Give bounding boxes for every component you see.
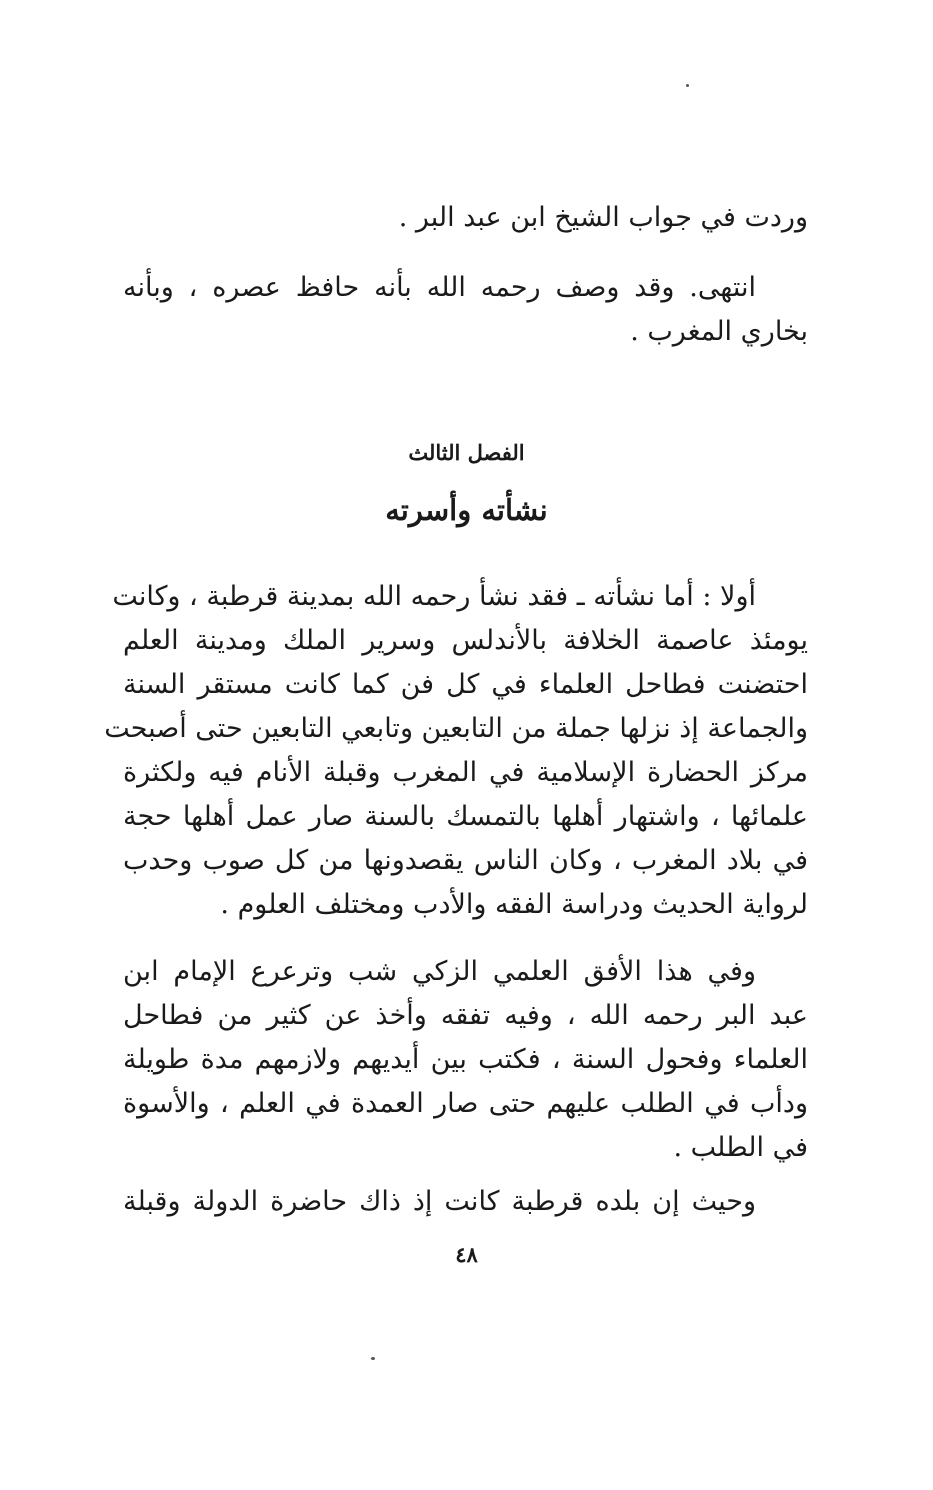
paragraph-2-line: في الطلب .	[673, 1132, 808, 1163]
paragraph-1-line: يومئذ عاصمة الخلافة بالأندلس وسرير الملك ومدينة العلم	[123, 625, 808, 656]
paragraph-1-line: علمائها ، واشتهار أهلها بالتمسك بالسنة صار عمل أهلها حجة	[123, 801, 808, 832]
paragraph-1-line: أولا : أما نشأته ـ فقد نشأ رحمه الله بمدينة قرطبة ، وكانت	[112, 581, 756, 612]
paragraph-2-line: عبد البر رحمه الله ، وفيه تفقه وأخذ عن كثير من فطاحل	[123, 1000, 808, 1031]
scan-speck	[371, 1357, 375, 1360]
intro-line-1: وردت في جواب الشيخ ابن عبد البر .	[398, 202, 808, 233]
scan-speck	[686, 84, 689, 87]
paragraph-2-line: ودأب في الطلب عليهم حتى صار العمدة في العلم ، والأسوة	[123, 1088, 808, 1119]
paragraph-1-line: احتضنت فطاحل العلماء في كل فن كما كانت مستقر السنة	[123, 669, 808, 700]
chapter-title: نشأته وأسرته	[385, 493, 548, 527]
paragraph-1-line: في بلاد المغرب ، وكان الناس يقصدونها من كل صوب وحدب	[123, 845, 808, 876]
intro-line-2: انتهى. وقد وصف رحمه الله بأنه حافظ عصره ، وبأنه	[123, 272, 756, 303]
paragraph-2-line: وفي هذا الأفق العلمي الزكي شب وترعرع الإمام ابن	[123, 956, 756, 987]
chapter-label: الفصل الثالث	[408, 440, 525, 465]
page-number: ٤٨	[455, 1242, 478, 1267]
paragraph-1-line: لرواية الحديث ودراسة الفقه والأدب ومختلف العلوم .	[220, 889, 808, 920]
paragraph-1-line: مركز الحضارة الإسلامية في المغرب وقبلة الأنام فيه ولكثرة	[123, 757, 808, 788]
paragraph-3-line: وحيث إن بلده قرطبة كانت إذ ذاك حاضرة الدولة وقبلة	[123, 1186, 756, 1217]
intro-line-3: بخاري المغرب .	[630, 316, 808, 347]
paragraph-1-line: والجماعة إذ نزلها جملة من التابعين وتابعي التابعين حتى أصبحت	[104, 713, 808, 744]
paragraph-2-line: العلماء وفحول السنة ، فكتب بين أيديهم ولازمهم مدة طويلة	[123, 1044, 808, 1075]
